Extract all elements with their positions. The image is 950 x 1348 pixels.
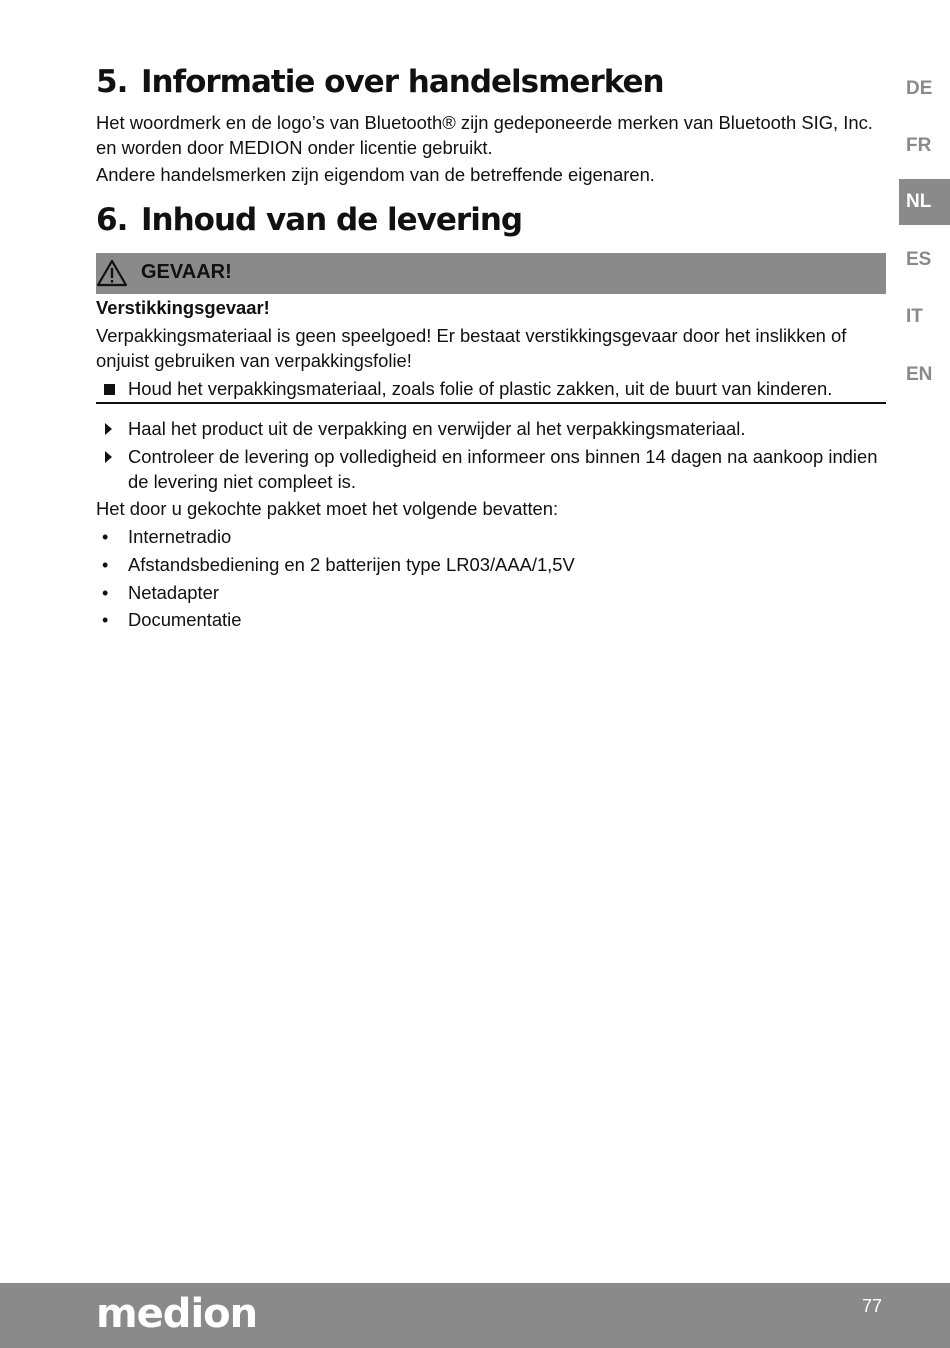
lang-tab-fr[interactable]: FR <box>906 135 932 156</box>
other-trademarks-paragraph: Andere handelsmerken zijn eigendom van de betreffende eigenaren. <box>96 164 655 185</box>
danger-text: Verpakkingsmateriaal is geen speelgoed! Er bestaat verstikkingsgevaar door het inslikken of onjuist gebruiken van verpakkingsfolie! <box>96 325 847 371</box>
package-item-text: Netadapter <box>128 582 219 603</box>
package-item <box>96 553 886 578</box>
section-5-number: 5. <box>96 64 128 100</box>
section-6-heading <box>96 202 522 238</box>
lang-tab-de[interactable]: DE <box>906 78 933 99</box>
step-text: Controleer de levering op volledigheid en informeer ons binnen 14 dagen na aankoop indien de levering niet compleet is. <box>128 446 878 492</box>
svg-text:medion: medion <box>96 1291 258 1337</box>
section-5-heading <box>96 64 664 100</box>
package-item <box>96 608 886 633</box>
page-footer <box>0 1283 950 1348</box>
medion-logo <box>96 1289 266 1341</box>
danger-label: GEVAAR! <box>141 261 232 283</box>
dot-bullet-icon: • <box>102 610 109 630</box>
trademark-paragraph: Het woordmerk en de logo’s van Bluetooth® zijn gedeponeerde merken van Bluetooth SIG, Inc. en worden door MEDION onder licentie gebruikt. <box>96 112 873 158</box>
package-item <box>96 525 886 550</box>
danger-banner <box>96 253 886 294</box>
dot-bullet-icon: • <box>102 555 109 575</box>
step-text: Haal het product uit de verpakking en verwijder al het verpakkingsmateriaal. <box>128 418 746 439</box>
dot-bullet-icon: • <box>102 583 109 603</box>
lang-tab-nl[interactable]: NL <box>899 179 950 225</box>
package-item-text: Internetradio <box>128 526 232 547</box>
arrow-right-icon <box>105 451 112 463</box>
danger-bullet <box>96 377 886 402</box>
step-item <box>96 445 886 494</box>
section-5-title: Informatie over handelsmerken <box>141 64 664 100</box>
warning-triangle-icon <box>96 259 128 287</box>
section-6-title: Inhoud van de levering <box>141 202 523 238</box>
danger-divider <box>96 402 886 404</box>
package-item-text: Afstandsbediening en 2 batterijen type LR03/AAA/1,5V <box>128 554 575 575</box>
step-item <box>96 417 886 442</box>
square-bullet-icon <box>104 384 115 395</box>
danger-heading: Verstikkingsgevaar! <box>96 297 270 318</box>
package-intro: Het door u gekochte pakket moet het volgende bevatten: <box>96 498 559 519</box>
lang-tab-en[interactable]: EN <box>906 364 933 385</box>
section-6-number: 6. <box>96 202 128 238</box>
lang-tab-es[interactable]: ES <box>906 249 932 270</box>
lang-tab-it[interactable]: IT <box>906 306 923 327</box>
package-item <box>96 581 886 606</box>
arrow-right-icon <box>105 423 112 435</box>
dot-bullet-icon: • <box>102 527 109 547</box>
danger-bullet-text: Houd het verpakkingsmateriaal, zoals folie of plastic zakken, uit de buurt van kinderen. <box>128 378 833 399</box>
package-item-text: Documentatie <box>128 609 242 630</box>
page-number: 77 <box>862 1296 883 1316</box>
